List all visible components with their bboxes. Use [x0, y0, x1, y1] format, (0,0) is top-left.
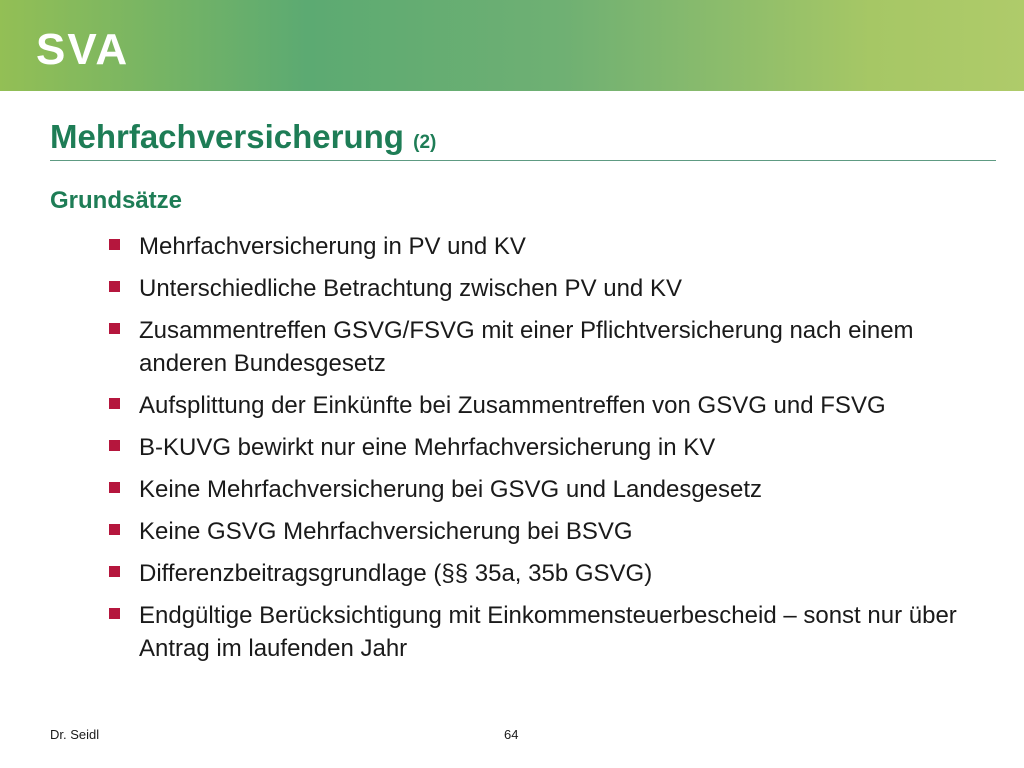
list-item	[106, 557, 996, 590]
square-bullet-icon	[109, 524, 120, 535]
title-divider	[50, 160, 996, 161]
list-item-text: Endgültige Berücksichtigung mit Einkommensteuerbescheid – sonst nur über Antrag im laufenden Jahr	[139, 602, 957, 662]
square-bullet-icon	[109, 566, 120, 577]
bullet-list	[106, 230, 996, 674]
list-item	[106, 389, 996, 422]
list-item-text: Unterschiedliche Betrachtung zwischen PV und KV	[139, 275, 682, 302]
sva-logo	[36, 24, 178, 68]
slide-title-text: Mehrfachversicherung	[50, 118, 404, 155]
list-item	[106, 272, 996, 305]
list-item-text: B-KUVG bewirkt nur eine Mehrfachversicherung in KV	[139, 434, 716, 461]
list-item	[106, 473, 996, 506]
list-item-text: Keine GSVG Mehrfachversicherung bei BSVG	[139, 518, 633, 545]
header-banner	[0, 0, 1024, 91]
slide-title-suffix: (2)	[413, 132, 437, 153]
list-item-text: Zusammentreffen GSVG/FSVG mit einer Pflichtversicherung nach einem anderen Bundesgesetz	[139, 317, 914, 377]
list-item-text: Keine Mehrfachversicherung bei GSVG und Landesgesetz	[139, 476, 763, 503]
page-number: 64	[504, 727, 519, 742]
square-bullet-icon	[109, 398, 120, 409]
svg-text:SVA: SVA	[36, 25, 130, 68]
square-bullet-icon	[109, 281, 120, 292]
slide-title	[50, 118, 436, 156]
slide-subtitle: Grundsätze	[50, 187, 183, 214]
list-item	[106, 431, 996, 464]
square-bullet-icon	[109, 239, 120, 250]
list-item	[106, 515, 996, 548]
list-item-text: Differenzbeitragsgrundlage (§§ 35a, 35b GSVG)	[139, 560, 653, 587]
list-item	[106, 599, 996, 665]
square-bullet-icon	[109, 608, 120, 619]
list-item	[106, 314, 996, 380]
square-bullet-icon	[109, 440, 120, 451]
square-bullet-icon	[109, 323, 120, 334]
list-item-text: Mehrfachversicherung in PV und KV	[139, 233, 526, 260]
footer-author: Dr. Seidl	[50, 727, 100, 742]
list-item	[106, 230, 996, 263]
list-item-text: Aufsplittung der Einkünfte bei Zusammentreffen von GSVG und FSVG	[139, 392, 886, 419]
square-bullet-icon	[109, 482, 120, 493]
